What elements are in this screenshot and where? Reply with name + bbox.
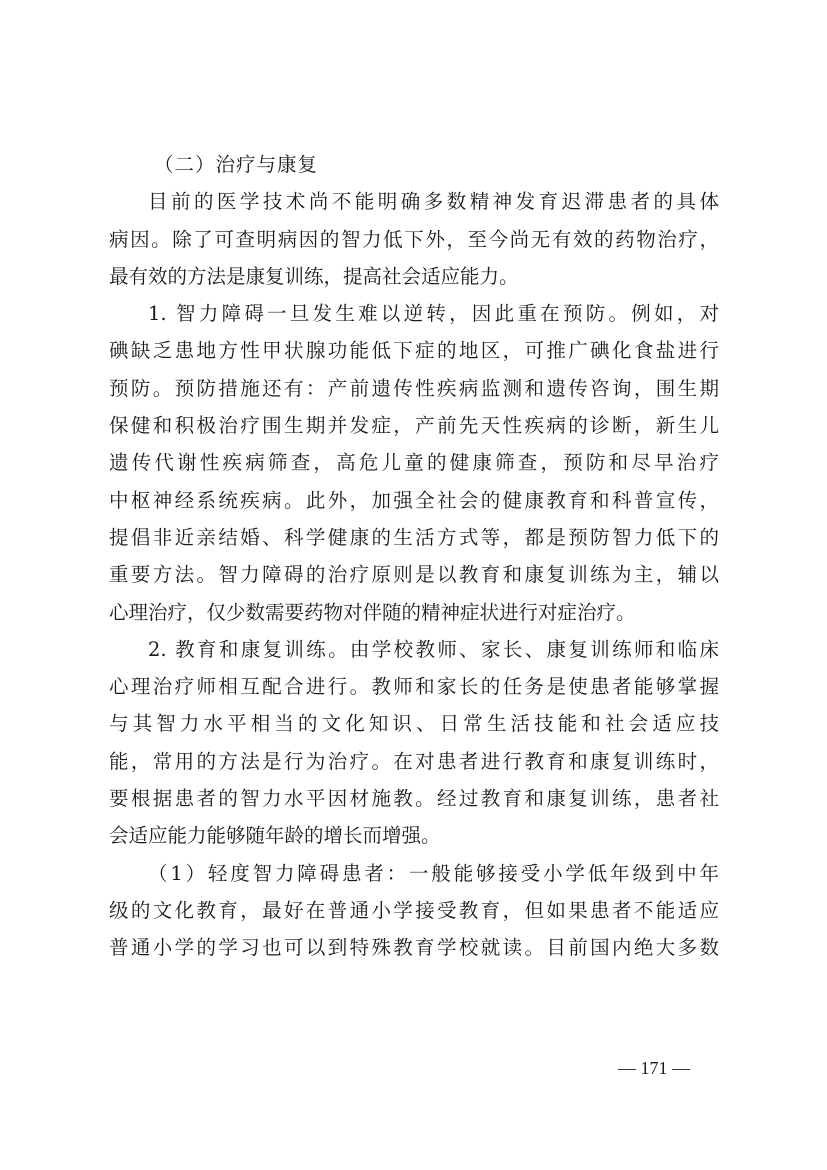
text-line: 碘缺乏患地方性甲状腺功能低下症的地区，可推广碘化食盐进行 (109, 339, 719, 363)
text-line: 能，常用的方法是行为治疗。在对患者进行教育和康复训练时， (109, 749, 719, 773)
text-line: 遗传代谢性疾病筛查，高危儿童的健康筛查，预防和尽早治疗 (109, 451, 719, 475)
text-line: 普通小学的学习也可以到特殊教育学校就读。目前国内绝大多数 (109, 936, 719, 960)
text-line: 提倡非近亲结婚、科学健康的生活方式等，都是预防智力低下的 (109, 525, 719, 549)
text-line: 中枢神经系统疾病。此外，加强全社会的健康教育和科普宣传， (109, 488, 719, 512)
paragraph-4 (109, 855, 719, 967)
paragraph-2 (109, 295, 719, 631)
text-line: 保健和积极治疗围生期并发症，产前先天性疾病的诊断，新生儿 (109, 414, 719, 438)
text-line: （1）轻度智力障碍患者：一般能够接受小学低年级到中年 (148, 861, 719, 885)
text-line: 心理治疗，仅少数需要药物对伴随的精神症状进行对症治疗。 (109, 600, 636, 624)
text-line: 目前的医学技术尚不能明确多数精神发育迟滞患者的具体 (148, 190, 719, 214)
text-line: 预防。预防措施还有：产前遗传性疾病监测和遗传咨询，围生期 (109, 376, 719, 400)
text-line: 与其智力水平相当的文化知识、日常生活技能和社会适应技 (109, 712, 719, 736)
section-heading: （二）治疗与康复 (154, 153, 319, 176)
text-line: 心理治疗师相互配合进行。教师和家长的任务是使患者能够掌握 (109, 675, 719, 699)
page-number: — 171 — (618, 1058, 690, 1078)
text-line: 要根据患者的智力水平因材施教。经过教育和康复训练，患者社 (109, 787, 719, 811)
paragraph-1 (109, 183, 719, 295)
body-text (109, 146, 719, 967)
text-line: 级的文化教育，最好在普通小学接受教育，但如果患者不能适应 (109, 898, 719, 922)
text-line: 最有效的方法是康复训练，提高社会适应能力。 (109, 264, 519, 288)
text-line: 会适应能力能够随年龄的增长而增强。 (109, 824, 441, 848)
text-line: 1. 智力障碍一旦发生难以逆转，因此重在预防。例如，对 (148, 302, 719, 326)
text-line: 病因。除了可查明病因的智力低下外，至今尚无有效的药物治疗， (109, 227, 719, 251)
text-line: 2. 教育和康复训练。由学校教师、家长、康复训练师和临床 (148, 637, 719, 661)
paragraph-3 (109, 631, 719, 855)
text-line: 重要方法。智力障碍的治疗原则是以教育和康复训练为主，辅以 (109, 563, 719, 587)
